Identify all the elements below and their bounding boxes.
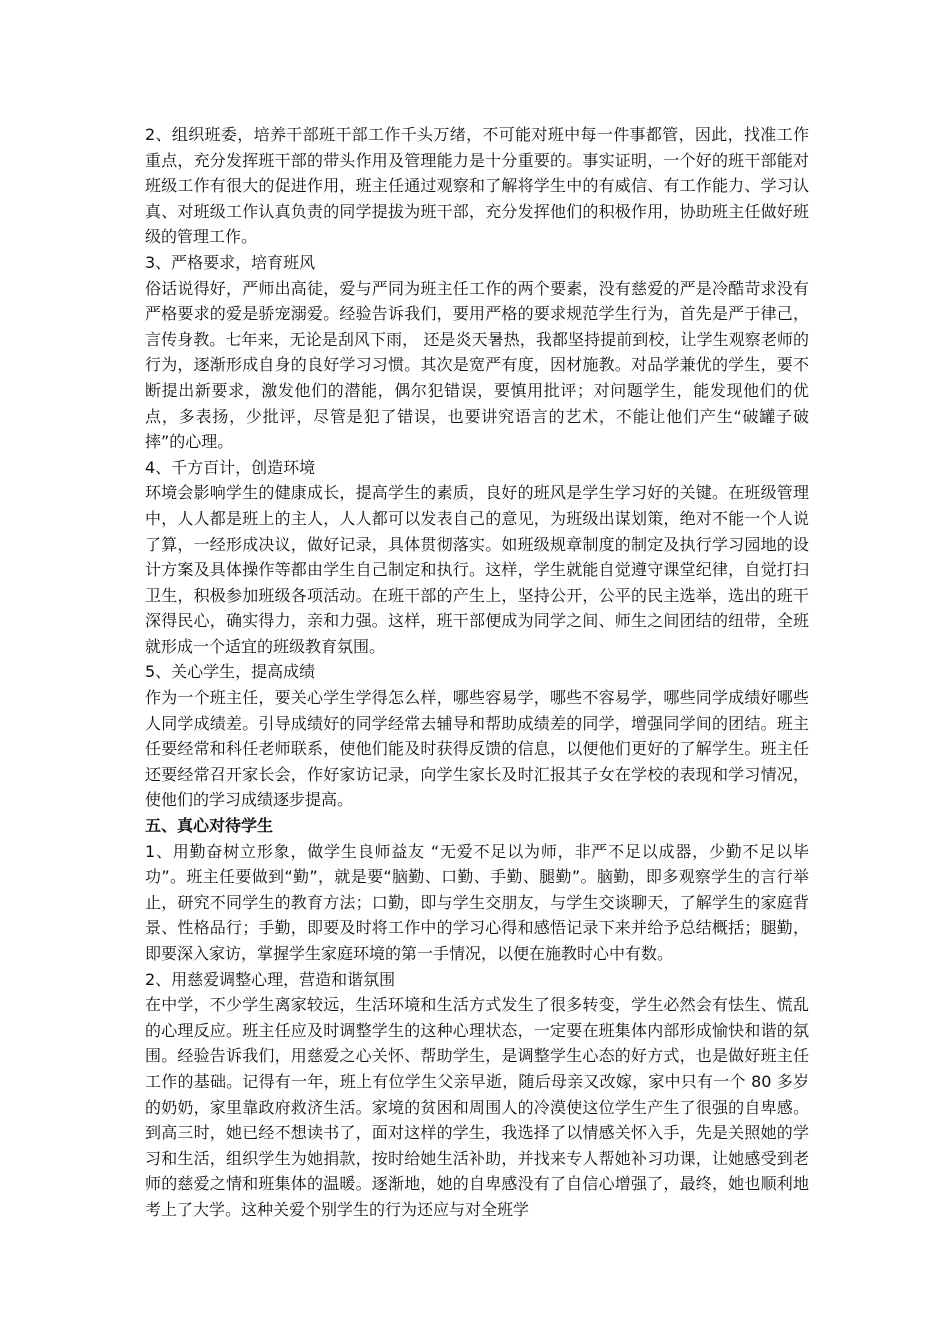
section-heading-sincerity: 五、真心对待学生 <box>145 816 274 836</box>
paragraph-care-students: 作为一个班主任，要关心学生学得怎么样，哪些容易学，哪些不容易学，哪些同学成绩好哪些人同学成绩差。引导成绩好的同学经常去辅导和帮助成绩差的同学，增强同学间的团结。班主任要经常和科任老师联系，使他们能及时获得反馈的信息，以便他们更好的了解学生。班主任还要经常召开家长会，作好家访记录，向学生家长及时汇报其子女在学校的表现和学习情况，使他们的学习成绩逐步提高。 <box>145 688 809 810</box>
paragraph-create-environment: 环境会影响学生的健康成长，提高学生的素质，良好的班风是学生学习好的关键。在班级管理中，人人都是班上的主人，人人都可以发表自己的意见，为班级出谋划策，绝对不能一个人说了算，一经形成决议，做好记录，具体贯彻落实。如班级规章制度的制定及执行学习园地的设计方案及具体操作等都由学生自己制定和执行。这样，学生就能自觉遵守课堂纪律，自觉打扫卫生，积极参加班级各项活动。在班干部的产生上，坚持公开，公平的民主选举，选出的班干深得民心，确实得力，亲和力强。这样，班干部便成为同学之间、师生之间团结的纽带，全班就形成一个适宜的班级教育氛围。 <box>145 483 809 656</box>
heading-care-students: 5、关心学生，提高成绩 <box>145 662 316 682</box>
paragraph-strict-requirements: 俗话说得好，严师出高徒，爱与严同为班主任工作的两个要素，没有慈爱的严是冷酷苛求没有严格要求的爱是骄宠溺爱。经验告诉我们，要用严格的要求规范学生行为，首先是严于律己，言传身教。七年来，无论是刮风下雨， 还是炎天暑热，我都坚持提前到校，让学生观察老师的行为，逐渐形成自身的良好学习习惯。其次是宽严有度，因材施教。对品学兼优的学生，要不断提出新要求，激发他们的潜能，偶尔犯错误，要慎用批评；对问题学生，能发现他们的优点，多表扬，少批评，尽管是犯了错误，也要讲究语言的艺术，不能让他们产生“破罐子破摔”的心理。 <box>145 278 809 452</box>
paragraph-diligence: 1、用勤奋树立形象，做学生良师益友 “无爱不足以为师，非严不足以成器，少勤不足以毕功”。班主任要做到“勤”，就是要“脑勤、口勤、手勤、腿勤”。脑勤，即多观察学生的言行举止，研究不同学生的教育方法；口勤，即与学生交朋友，与学生交谈聊天，了解学生的家庭背景、性格品行；手勤，即要及时将工作中的学习心得和感悟记录下来并给予总结概括；腿勤，即要深入家访，掌握学生家庭环境的第一手情况，以便在施教时心中有数。 <box>145 841 809 963</box>
heading-strict-requirements: 3、严格要求，培育班风 <box>145 252 316 272</box>
heading-create-environment: 4、千方百计，创造环境 <box>145 457 316 477</box>
document-body <box>145 122 809 1223</box>
paragraph-class-committee: 2、组织班委，培养干部班干部工作千头万绪，不可能对班中每一件事都管，因此，找准工作重点，充分发挥班干部的带头作用及管理能力是十分重要的。事实证明，一个好的班干部能对班级工作有很大的促进作用，班主任通过观察和了解将学生中的有威信、有工作能力、学习认真、对班级工作认真负责的同学提拔为班干部，充分发挥他们的积极作用，协助班主任做好班级的管理工作。 <box>145 125 809 247</box>
heading-harmonious-atmosphere: 2、用慈爱调整心理，营造和谐氛围 <box>145 969 396 989</box>
paragraph-harmonious-atmosphere: 在中学，不少学生离家较远，生活环境和生活方式发生了很多转变，学生必然会有怯生、慌乱的心理反应。班主任应及时调整学生的这种心理状态，一定要在班集体内部形成愉快和谐的氛围。经验告诉我们，用慈爱之心关怀、帮助学生，是调整学生心态的好方式，也是做好班主任工作的基础。记得有一年，班上有位学生父亲早逝，随后母亲又改嫁，家中只有一个 80 多岁的奶奶，家里靠政府救济生活。家境的贫困和周围人的冷漠使这位学生产生了很强的自卑感。到高三时，她已经不想读书了，面对这样的学生，我选择了以情感关怀入手，先是关照她的学习和生活，组织学生为她捐款，按时给她生活补助，并找来专人帮她补习功课，让她感受到老师的慈爱之情和班集体的温暖。逐渐地，她的自卑感没有了自信心增强了，最终，她也顺利地考上了大学。这种关爱个别学生的行为还应与对全班学 <box>145 995 809 1219</box>
